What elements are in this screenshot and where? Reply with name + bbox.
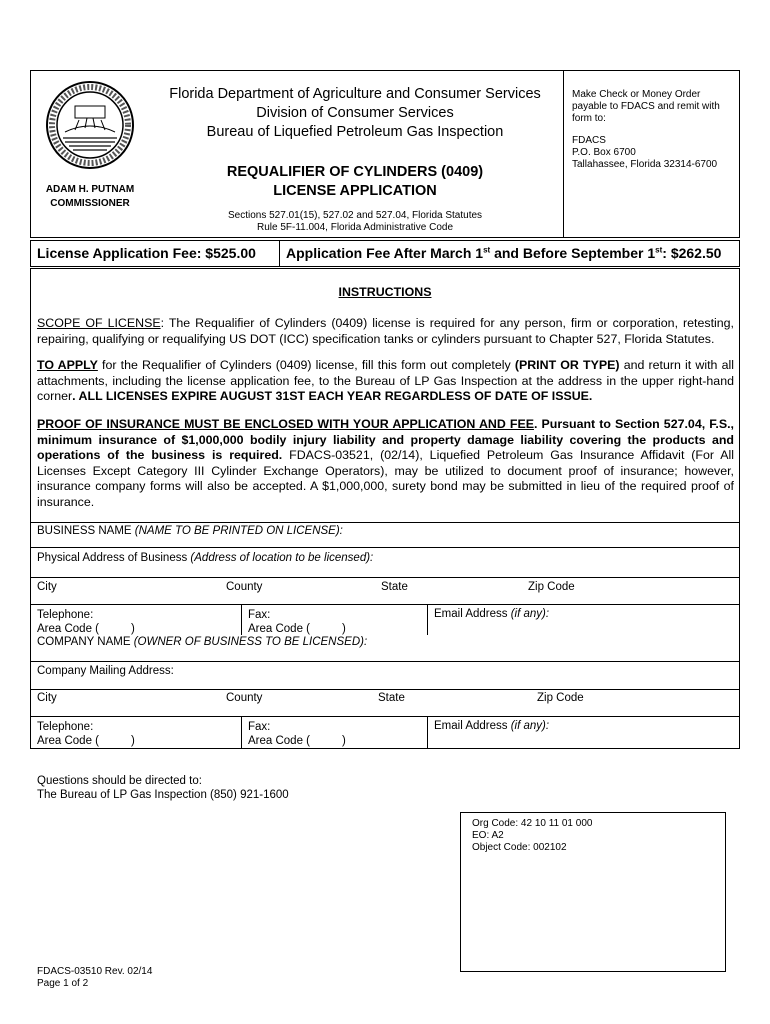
telephone-field[interactable]: [37, 608, 135, 636]
remit-pobox: P.O. Box 6700: [572, 147, 636, 158]
reduced-fee: [286, 245, 721, 261]
reduced-fee-prefix: Application Fee After March 1: [286, 245, 484, 261]
insurance-paragraph: [37, 417, 734, 510]
scope-text: : The Requalifier of Cylinders (0409) license is required for any person, firm or corporation, retesting, repairing, qualifying or requalifying US DOT (ICC) specification tanks or cylinders pursuant to Chapter 527, Florida Statutes.: [37, 316, 734, 346]
company-name-field[interactable]: [37, 636, 367, 648]
mailing-state-field[interactable]: State: [378, 692, 405, 704]
physical-address-note: (Address of location to be licensed):: [190, 552, 374, 564]
department-name: Florida Department of Agriculture and Consumer Services: [169, 86, 541, 102]
telephone-area-code: Area Code ( ): [37, 623, 135, 635]
mailing-fax-label: Fax:: [248, 721, 271, 733]
email-note: (if any):: [510, 608, 550, 620]
email-field[interactable]: [434, 608, 549, 620]
mailing-email-label: Email Address: [434, 720, 511, 732]
physical-address-label: Physical Address of Business: [37, 552, 191, 564]
commissioner-title: COMMISSIONER: [50, 198, 130, 209]
reduced-fee-amount: : $262.50: [662, 245, 722, 261]
statutes-reference: Sections 527.01(15), 527.02 and 527.04, Florida Statutes: [227, 210, 483, 221]
mailing-email-field[interactable]: [434, 720, 549, 732]
remit-org: FDACS: [572, 135, 606, 146]
form-title-line1: REQUALIFIER OF CYLINDERS (0409): [226, 164, 484, 180]
object-code: Object Code: 002102: [472, 842, 567, 853]
business-name-note: (NAME TO BE PRINTED ON LICENSE):: [134, 525, 343, 537]
state-seal-icon: [45, 80, 135, 170]
instructions-heading: INSTRUCTIONS: [338, 285, 432, 299]
company-name-label: COMPANY NAME: [37, 636, 134, 648]
bureau-name: Bureau of Liquefied Petroleum Gas Inspection: [206, 124, 504, 140]
zip-field[interactable]: Zip Code: [528, 581, 575, 593]
state-field[interactable]: State: [381, 581, 408, 593]
apply-label: TO APPLY: [37, 358, 98, 372]
contact-text: The Bureau of LP Gas Inspection (850) 921-1600: [37, 789, 289, 801]
form-id: FDACS-03510 Rev. 02/14: [37, 966, 153, 977]
apply-print-or-type: (PRINT OR TYPE): [514, 358, 620, 372]
fax-label: Fax:: [248, 609, 271, 621]
mailing-address-field[interactable]: Company Mailing Address:: [37, 665, 174, 677]
mailing-email-note: (if any):: [510, 720, 550, 732]
business-name-label: BUSINESS NAME: [37, 525, 135, 537]
mailing-telephone-label: Telephone:: [37, 721, 94, 733]
header-divider: [563, 70, 564, 238]
reduced-fee-sup2: st: [655, 245, 663, 255]
scope-paragraph: [37, 316, 734, 347]
license-fee: License Application Fee: $525.00: [37, 245, 256, 261]
insurance-text: FDACS-03521, (02/14), Liquefied Petroleum Gas Insurance Affidavit (For All Licenses Except Category III Cylinder Exchange Operators), may be utilized to document proof of insurance; however, insurance company forms will also be accepted. A $1,000,000, surety bond may be submitted in lieu of the required proof of insurance.: [37, 448, 734, 509]
division-name: Division of Consumer Services: [256, 105, 454, 121]
page-number: Page 1 of 2: [37, 978, 89, 989]
questions-text: Questions should be directed to:: [37, 775, 202, 787]
county-field[interactable]: County: [226, 581, 263, 593]
apply-expiry-notice: . ALL LICENSES EXPIRE AUGUST 31ST EACH YEAR REGARDLESS OF DATE OF ISSUE.: [72, 389, 593, 403]
telephone-label: Telephone:: [37, 609, 94, 621]
email-label: Email Address: [434, 608, 511, 620]
rule-reference: Rule 5F-11.004, Florida Administrative Code: [256, 222, 454, 233]
commissioner-name: ADAM H. PUTNAM: [45, 184, 135, 195]
form-title-line2: LICENSE APPLICATION: [273, 183, 437, 199]
apply-text1: for the Requalifier of Cylinders (0409) license, fill this form out completely: [97, 358, 515, 372]
reduced-fee-sup1: st: [483, 245, 491, 255]
org-code: Org Code: 42 10 11 01 000: [472, 818, 593, 829]
scope-label: SCOPE OF LICENSE: [37, 316, 161, 330]
remit-city: Tallahassee, Florida 32314-6700: [572, 159, 718, 170]
fax-field[interactable]: [248, 608, 346, 636]
remit-instruction: Make Check or Money Order payable to FDACS and remit with form to:: [572, 89, 720, 124]
business-name-field[interactable]: [37, 525, 343, 537]
reduced-fee-mid: and Before September 1: [490, 245, 656, 261]
apply-paragraph: [37, 358, 734, 405]
mailing-fax-area-code: Area Code ( ): [248, 735, 346, 747]
physical-address-field[interactable]: [37, 552, 373, 564]
mailing-city-field[interactable]: City: [37, 692, 57, 704]
mailing-fax-field[interactable]: [248, 720, 346, 748]
mailing-telephone-area-code: Area Code ( ): [37, 735, 135, 747]
city-field[interactable]: City: [37, 581, 57, 593]
fee-divider: [279, 240, 280, 267]
insurance-label: PROOF OF INSURANCE MUST BE ENCLOSED WITH YOUR APPLICATION AND FEE: [37, 417, 534, 431]
mailing-zip-field[interactable]: Zip Code: [537, 692, 584, 704]
mailing-telephone-field[interactable]: [37, 720, 135, 748]
mailing-county-field[interactable]: County: [226, 692, 263, 704]
eo-code: EO: A2: [472, 830, 504, 841]
insurance-requirement: . Pursuant to Section 527.04, F.S., minimum insurance of $1,000,000 bodily injury liability and property damage liability covering the products and operations of the business is required.: [37, 417, 734, 462]
fax-area-code: Area Code ( ): [248, 623, 346, 635]
apply-text2: and return it with all attachments, including the license application fee, to the Bureau of LP Gas Inspection at the address in the upper right-hand corner: [37, 358, 734, 403]
company-name-note: (OWNER OF BUSINESS TO BE LICENSED):: [133, 636, 368, 648]
